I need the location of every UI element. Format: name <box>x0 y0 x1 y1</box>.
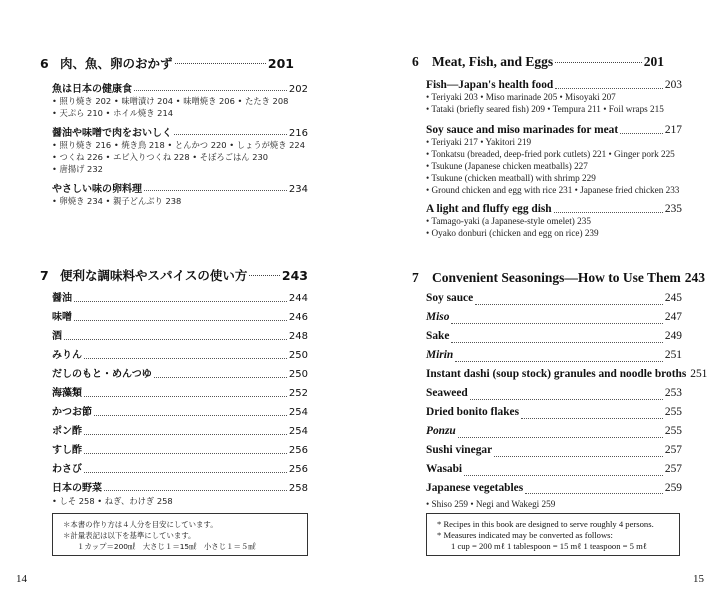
toc-entry <box>52 180 308 195</box>
note-line: * Recipes in this book are designed to serve roughly 4 persons. <box>437 519 654 529</box>
toc-entry <box>426 406 682 425</box>
group-egg <box>426 203 682 239</box>
leader-dots <box>464 475 663 476</box>
note-line: １カップ＝200㎖ 大さじ１＝15㎖ 小さじ１＝５㎖ <box>77 542 256 551</box>
leader-dots <box>458 437 663 438</box>
toc-entry <box>426 330 682 349</box>
section-title <box>40 266 308 284</box>
entry-page: 251 <box>664 349 682 361</box>
toc-entry <box>52 403 308 422</box>
leader-dots <box>521 418 663 419</box>
section-7 <box>412 270 706 286</box>
toc-entry <box>426 203 682 215</box>
entry-label: 日本の野菜 <box>52 483 102 494</box>
toc-entry <box>426 124 682 136</box>
sub-entries: • Ground chicken and egg with rice 231 • Japanese fried chicken 233 <box>426 185 680 195</box>
leader-dots <box>451 323 662 324</box>
toc-entry <box>426 349 682 368</box>
sub-entries: • 天ぷら 210 • ホイル焼き 214 <box>52 108 174 118</box>
leader-dots <box>620 133 663 134</box>
seasonings-list <box>426 292 708 510</box>
entry-page: 203 <box>664 79 682 91</box>
section-label: Meat, Fish, and Eggs <box>432 54 554 69</box>
leader-dots <box>64 339 287 340</box>
entry-label: 醤油 <box>52 293 72 304</box>
section-page: 201 <box>267 56 294 71</box>
entry-label: ポン酢 <box>52 426 82 437</box>
sub-entries: • Tsukune (chicken meatball) with shrimp 229 <box>426 173 596 183</box>
toc-entry <box>52 460 308 479</box>
sub-entries: • Shiso 259 • Negi and Wakegi 259 <box>426 499 556 509</box>
toc-entry <box>426 425 682 444</box>
sub-entries: • 卵焼き 234 • 親子どんぶり 238 <box>52 196 182 206</box>
entry-page: 248 <box>288 331 308 342</box>
leader-dots <box>451 342 662 343</box>
leader-dots <box>175 63 266 64</box>
note-line: * Measures indicated may be converted as follows: <box>437 530 613 540</box>
entry-page: 255 <box>664 425 682 437</box>
toc-entry <box>426 387 682 406</box>
group-egg <box>52 180 308 207</box>
leader-dots <box>525 493 663 494</box>
toc-entry <box>426 368 708 387</box>
sub-entries: • 照り焼き 216 • 焼き鳥 218 • とんかつ 220 • しょうが焼き 224 <box>52 140 305 150</box>
entry-page: 256 <box>288 445 308 456</box>
entry-page: 247 <box>664 311 682 323</box>
leader-dots <box>84 453 287 454</box>
sub-entries: • Oyako donburi (chicken and egg on rice) 239 <box>426 228 599 238</box>
leader-dots <box>475 304 663 305</box>
entry-label: やさしい味の卵料理 <box>52 184 142 195</box>
leader-dots <box>134 90 287 91</box>
section-page: 243 <box>281 268 308 283</box>
sub-entries: • 照り焼き 202 • 味噌漬け 204 • 味噌焼き 206 • たたき 208 <box>52 96 289 106</box>
leader-dots <box>249 275 280 276</box>
leader-dots <box>84 396 287 397</box>
toc-entry <box>52 441 308 460</box>
entry-label: Ponzu <box>426 425 456 437</box>
page-number: 15 <box>693 573 704 585</box>
toc-entry <box>52 422 308 441</box>
entry-page: 254 <box>288 426 308 437</box>
section-number: 7 <box>412 270 419 285</box>
entry-page: 257 <box>664 444 682 456</box>
entry-label: Instant dashi (soup stock) granules and noodle broths <box>426 368 687 380</box>
entry-label: Mirin <box>426 349 454 361</box>
leader-dots <box>494 456 663 457</box>
entry-page: 258 <box>288 483 308 494</box>
entry-page: 246 <box>288 312 308 323</box>
section-label: Convenient Seasonings—How to Use Them <box>432 270 681 285</box>
entry-page: 202 <box>288 84 308 95</box>
entry-label: 酒 <box>52 331 62 342</box>
entry-label: Fish—Japan's health food <box>426 79 554 91</box>
leader-dots <box>104 490 287 491</box>
entry-page: 253 <box>664 387 682 399</box>
entry-label: 味噌 <box>52 312 72 323</box>
entry-page: 234 <box>288 184 308 195</box>
group-fish <box>426 79 682 115</box>
section-label: 便利な調味料やスパイスの使い方 <box>60 268 248 283</box>
toc-entry <box>426 79 682 91</box>
toc-entry <box>426 292 682 311</box>
leader-dots <box>554 212 663 213</box>
entry-page: 245 <box>664 292 682 304</box>
entry-label: Sushi vinegar <box>426 444 493 456</box>
section-title <box>412 270 706 286</box>
leader-dots <box>174 134 287 135</box>
entry-label: Miso <box>426 311 450 323</box>
entry-label: Seaweed <box>426 387 468 399</box>
seasonings-list <box>52 289 308 507</box>
sub-entries: • Teriyaki 217 • Yakitori 219 <box>426 137 532 147</box>
entry-label: 海藻類 <box>52 388 82 399</box>
leader-dots <box>84 472 287 473</box>
leader-dots <box>455 361 663 362</box>
note-box <box>52 513 308 556</box>
note-box <box>426 513 680 556</box>
entry-page: 250 <box>288 369 308 380</box>
toc-entry <box>52 346 308 365</box>
leader-dots <box>555 88 663 89</box>
toc-entry <box>52 365 308 384</box>
sub-entries: • Tsukune (Japanese chicken meatballs) 227 <box>426 161 588 171</box>
entry-label: Soy sauce <box>426 292 474 304</box>
entry-page: 250 <box>288 350 308 361</box>
leader-dots <box>470 399 663 400</box>
entry-label: 魚は日本の健康食 <box>52 84 132 95</box>
entry-label: Soy sauce and miso marinades for meat <box>426 124 619 136</box>
toc-entry <box>52 289 308 308</box>
sub-entries: • つくね 226 • エビ入りつくね 228 • そぼろごはん 230 <box>52 152 269 162</box>
toc-entry <box>52 80 308 95</box>
entry-label: わさび <box>52 464 82 475</box>
leader-dots <box>74 301 287 302</box>
section-title <box>412 54 664 70</box>
leader-dots <box>84 434 287 435</box>
entry-page: 251 <box>690 368 708 380</box>
sub-entries: • Tonkatsu (breaded, deep-fried pork cutlets) 221 • Ginger pork 225 <box>426 149 675 159</box>
entry-label: みりん <box>52 350 82 361</box>
leader-dots <box>555 62 642 63</box>
toc-entry <box>426 482 682 498</box>
toc-entry <box>426 463 682 482</box>
toc-entry <box>52 327 308 346</box>
entry-page: 259 <box>664 482 682 494</box>
sub-entries: • Tamago-yaki (a Japanese-style omelet) 235 <box>426 216 591 226</box>
page-number: 14 <box>16 573 27 585</box>
entry-label: すし酢 <box>52 445 82 456</box>
entry-label: 醤油や味噌で肉をおいしく <box>52 128 172 139</box>
toc-entry <box>52 124 308 139</box>
sub-entries: • しそ 258 • ねぎ、わけぎ 258 <box>52 496 173 506</box>
section-6 <box>40 54 294 72</box>
entry-label: Dried bonito flakes <box>426 406 520 418</box>
entry-label: Japanese vegetables <box>426 482 524 494</box>
note-line: ＊本書の作り方は４人分を目安にしています。 <box>63 520 218 529</box>
leader-dots <box>154 377 287 378</box>
toc-entry <box>426 444 682 463</box>
note-line: 1 cup = 200 mℓ 1 tablespoon = 15 mℓ 1 teaspoon = 5 mℓ <box>451 541 647 551</box>
entry-page: 257 <box>664 463 682 475</box>
toc-entry <box>52 384 308 403</box>
leader-dots <box>94 415 287 416</box>
toc-entry <box>52 479 308 495</box>
entry-page: 252 <box>288 388 308 399</box>
sub-entries: • 唐揚げ 232 <box>52 164 103 174</box>
entry-page: 254 <box>288 407 308 418</box>
sub-entries: • Tataki (briefly seared fish) 209 • Tempura 211 • Foil wraps 215 <box>426 104 664 114</box>
section-number: 6 <box>40 56 49 71</box>
toc-entry <box>426 311 682 330</box>
entry-label: A light and fluffy egg dish <box>426 203 552 215</box>
entry-page: 217 <box>664 124 682 136</box>
entry-label: だしのもと・めんつゆ <box>52 369 152 380</box>
section-title <box>40 54 294 72</box>
entry-label: かつお節 <box>52 407 92 418</box>
section-number: 6 <box>412 54 419 69</box>
entry-page: 249 <box>664 330 682 342</box>
entry-page: 255 <box>664 406 682 418</box>
section-page: 243 <box>684 270 706 285</box>
sub-entries: • Teriyaki 203 • Miso marinade 205 • Misoyaki 207 <box>426 92 616 102</box>
leader-dots <box>84 358 287 359</box>
note-line: ＊計量表記は以下を基準にしています。 <box>63 531 196 540</box>
entry-page: 216 <box>288 128 308 139</box>
entry-label: Sake <box>426 330 450 342</box>
entry-page: 256 <box>288 464 308 475</box>
leader-dots <box>144 190 287 191</box>
group-meat <box>426 124 682 196</box>
group-meat <box>52 124 308 175</box>
entry-label: Wasabi <box>426 463 463 475</box>
group-fish <box>52 80 308 119</box>
section-6 <box>412 54 664 70</box>
section-number: 7 <box>40 268 49 283</box>
section-label: 肉、魚、卵のおかず <box>60 56 173 71</box>
entry-page: 244 <box>288 293 308 304</box>
right-page <box>360 0 720 599</box>
section-7 <box>40 266 308 284</box>
toc-entry <box>52 308 308 327</box>
leader-dots <box>74 320 287 321</box>
entry-page: 235 <box>664 203 682 215</box>
section-page: 201 <box>643 54 664 69</box>
